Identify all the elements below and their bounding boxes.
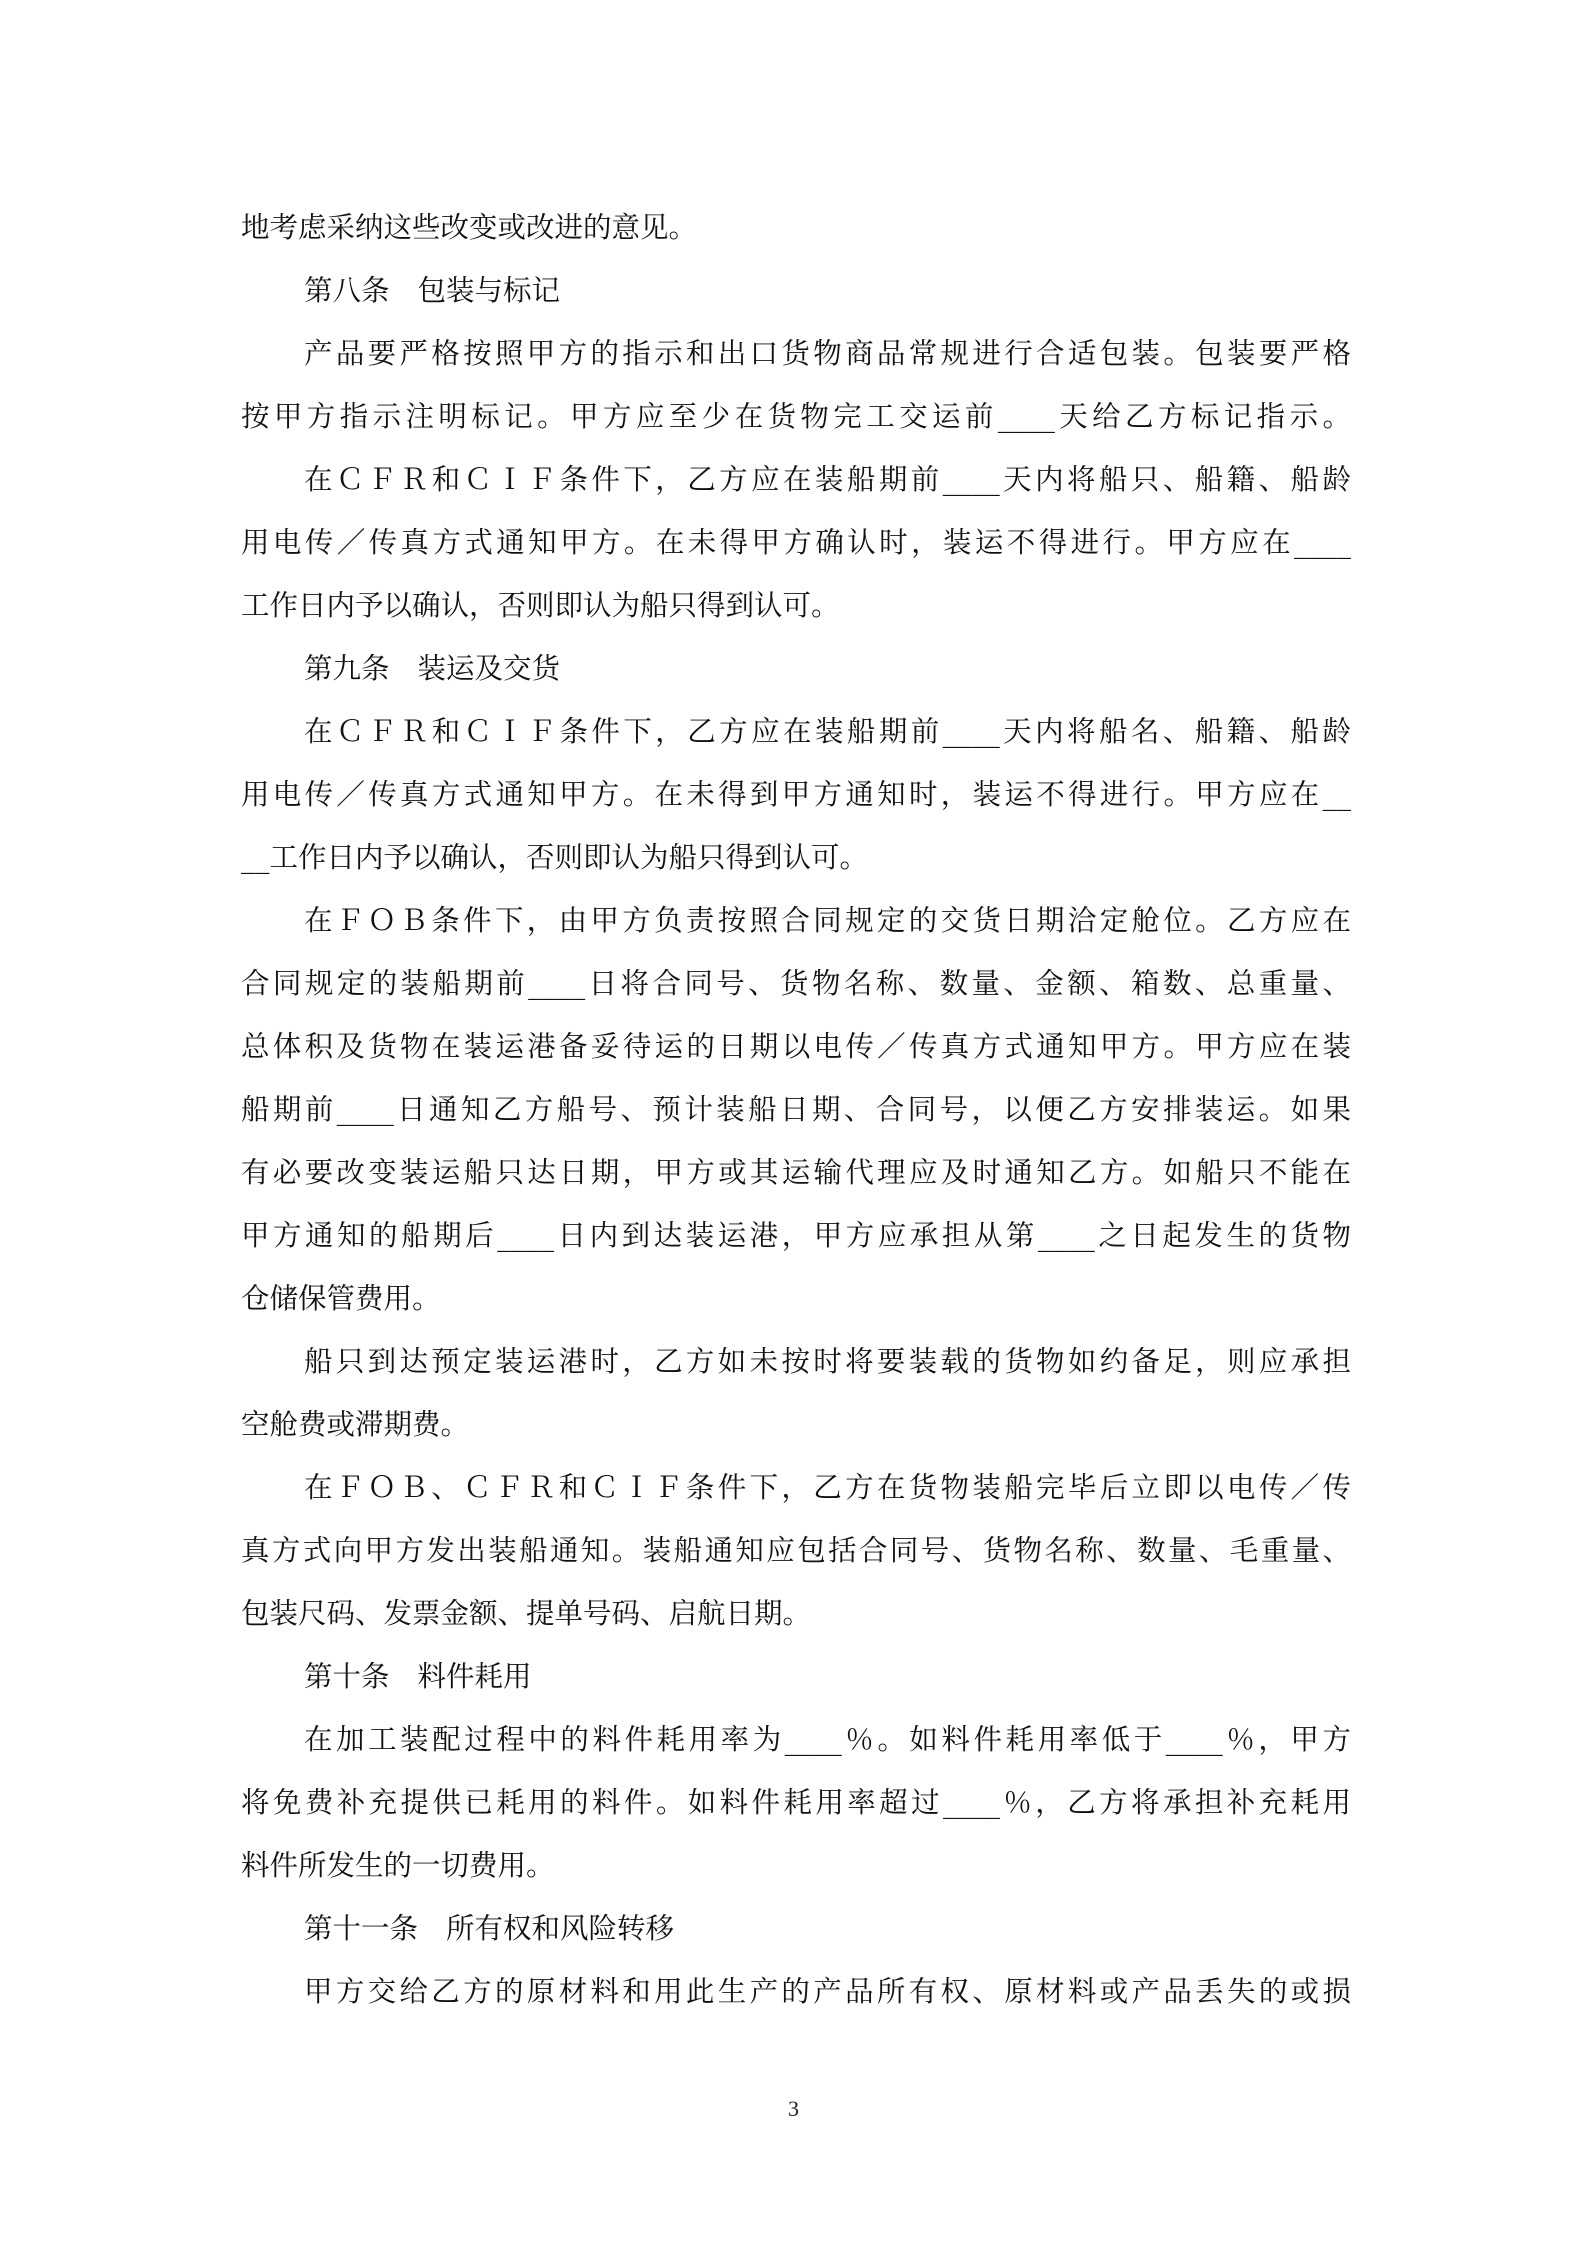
- section-heading: [241, 1645, 1351, 1708]
- section-number: 第十条: [304, 1660, 390, 1693]
- section-heading: [241, 259, 1351, 322]
- text-line: 甲方通知的船期后____日内到达装运港，甲方应承担从第____之日起发生的货物: [241, 1219, 1351, 1252]
- text-line: 总体积及货物在装运港备妥待运的日期以电传／传真方式通知甲方。甲方应在装: [241, 1030, 1351, 1063]
- text-line: 在ＣＦＲ和ＣＩＦ条件下，乙方应在装船期前____天内将船名、船籍、船龄: [304, 715, 1351, 748]
- text-line: 料件所发生的一切费用。: [241, 1849, 555, 1882]
- section-title: 包装与标记: [417, 274, 561, 307]
- section-heading: [241, 637, 1351, 700]
- text-line: 包装尺码、发票金额、提单号码、启航日期。: [241, 1597, 812, 1630]
- text-line: 在加工装配过程中的料件耗用率为____％。如料件耗用率低于____％，甲方: [304, 1723, 1351, 1756]
- text-line: 船只到达预定装运港时，乙方如未按时将要装载的货物如约备足，则应承担: [304, 1345, 1351, 1378]
- section-title: 装运及交货: [417, 652, 561, 685]
- text-line: __工作日内予以确认，否则即认为船只得到认可。: [241, 841, 869, 874]
- text-line: 有必要改变装运船只达日期，甲方或其运输代理应及时通知乙方。如船只不能在: [241, 1156, 1351, 1189]
- text-line: 产品要严格按照甲方的指示和出口货物商品常规进行合适包装。包装要严格: [304, 337, 1351, 370]
- text-line: 甲方交给乙方的原材料和用此生产的产品所有权、原材料或产品丢失的或损: [304, 1975, 1351, 2008]
- text-line: 将免费补充提供已耗用的料件。如料件耗用率超过____％，乙方将承担补充耗用: [241, 1786, 1351, 1819]
- text-line: 在ＣＦＲ和ＣＩＦ条件下，乙方应在装船期前____天内将船只、船籍、船龄: [304, 463, 1351, 496]
- text-line: 在ＦＯＢ、ＣＦＲ和ＣＩＦ条件下，乙方在货物装船完毕后立即以电传／传: [304, 1471, 1351, 1504]
- text-line: 用电传／传真方式通知甲方。在未得到甲方通知时，装运不得进行。甲方应在__: [241, 778, 1351, 811]
- document-body: [241, 196, 1351, 2023]
- section-heading: [241, 1897, 1351, 1960]
- text-line: 仓储保管费用。: [241, 1282, 441, 1315]
- page-number: 3: [788, 2096, 799, 2121]
- section-title: 所有权和风险转移: [446, 1912, 675, 1945]
- section-title: 料件耗用: [417, 1660, 532, 1693]
- text-line: 空舱费或滞期费。: [241, 1408, 470, 1441]
- text-line: 在ＦＯＢ条件下，由甲方负责按照合同规定的交货日期洽定舱位。乙方应在: [304, 904, 1351, 937]
- text-line: 船期前____日通知乙方船号、预计装船日期、合同号，以便乙方安排装运。如果: [241, 1093, 1351, 1126]
- text-line: 地考虑采纳这些改变或改进的意见。: [241, 211, 698, 244]
- text-line: 用电传／传真方式通知甲方。在未得甲方确认时，装运不得进行。甲方应在____: [241, 526, 1351, 559]
- section-number: 第八条: [304, 274, 390, 307]
- section-number: 第九条: [304, 652, 390, 685]
- text-line: 合同规定的装船期前____日将合同号、货物名称、数量、金额、箱数、总重量、: [241, 967, 1351, 1000]
- text-line: 工作日内予以确认，否则即认为船只得到认可。: [241, 589, 840, 622]
- section-number: 第十一条: [304, 1912, 419, 1945]
- text-line: 按甲方指示注明标记。甲方应至少在货物完工交运前____天给乙方标记指示。: [241, 400, 1351, 433]
- text-line: 真方式向甲方发出装船通知。装船通知应包括合同号、货物名称、数量、毛重量、: [241, 1534, 1351, 1567]
